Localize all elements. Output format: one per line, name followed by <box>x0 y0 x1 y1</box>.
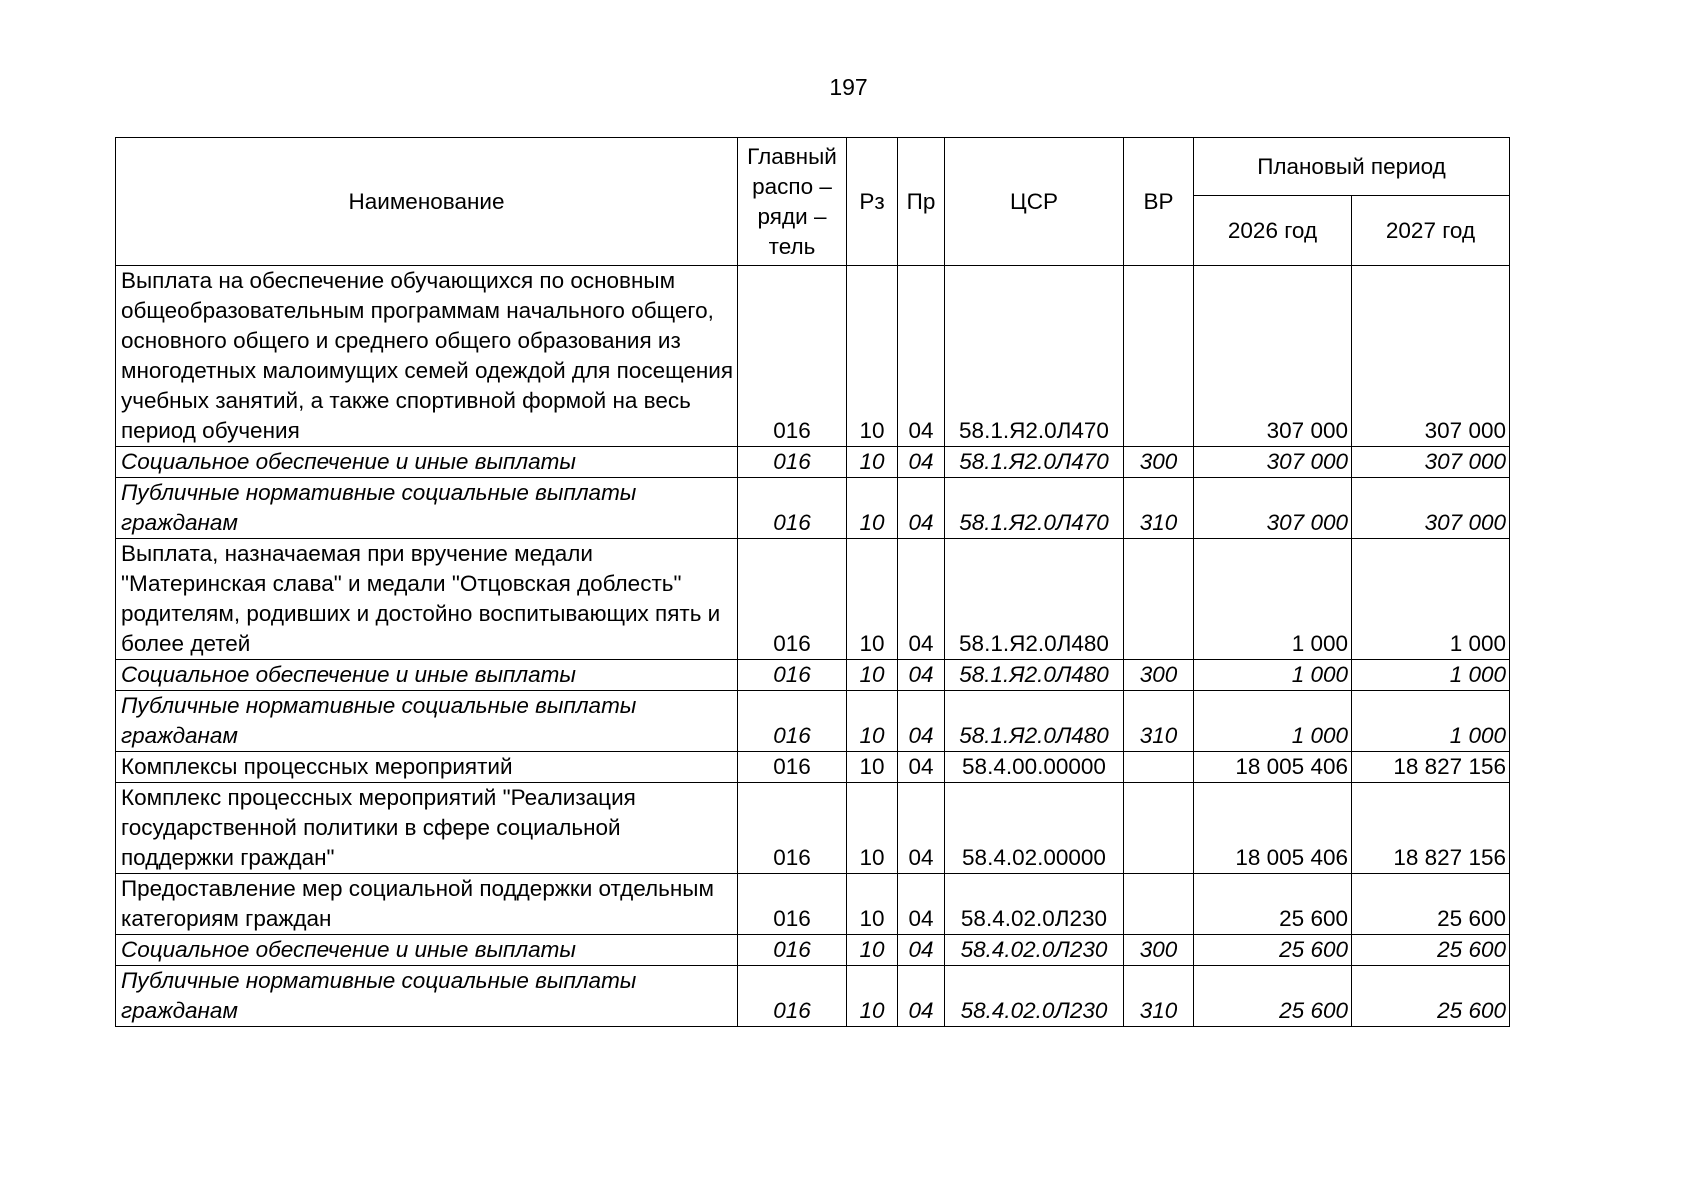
cell-2027: 307 000 <box>1352 478 1510 539</box>
cell-rz: 10 <box>847 691 898 752</box>
cell-rz: 10 <box>847 266 898 447</box>
cell-rz: 10 <box>847 935 898 966</box>
table-row <box>116 539 1510 660</box>
table-row <box>116 266 1510 447</box>
cell-csr: 58.4.00.00000 <box>945 752 1124 783</box>
cell-2027: 18 827 156 <box>1352 752 1510 783</box>
table-row <box>116 478 1510 539</box>
cell-name: Выплата на обеспечение обучающихся по основным общеобразовательным программам начального общего, основного общего и среднего общего образования из многодетных малоимущих семей одеждой для посещения учебных занятий, а также спортивной формой на весь период обучения <box>116 266 738 447</box>
header-year-2026: 2026 год <box>1194 196 1352 266</box>
cell-csr: 58.4.02.0Л230 <box>945 935 1124 966</box>
table-body <box>116 266 1510 1027</box>
cell-csr: 58.1.Я2.0Л470 <box>945 447 1124 478</box>
cell-csr: 58.1.Я2.0Л480 <box>945 660 1124 691</box>
table-row <box>116 874 1510 935</box>
cell-2027: 1 000 <box>1352 691 1510 752</box>
cell-2026: 18 005 406 <box>1194 752 1352 783</box>
cell-main-manager: 016 <box>738 539 847 660</box>
cell-csr: 58.1.Я2.0Л470 <box>945 266 1124 447</box>
table-row <box>116 447 1510 478</box>
table-row <box>116 660 1510 691</box>
cell-main-manager: 016 <box>738 478 847 539</box>
budget-table <box>115 137 1510 1027</box>
header-pr: Пр <box>898 138 945 266</box>
cell-pr: 04 <box>898 966 945 1027</box>
cell-main-manager: 016 <box>738 752 847 783</box>
cell-name: Публичные нормативные социальные выплаты гражданам <box>116 966 738 1027</box>
cell-2027: 25 600 <box>1352 935 1510 966</box>
cell-main-manager: 016 <box>738 447 847 478</box>
cell-rz: 10 <box>847 660 898 691</box>
table-row <box>116 966 1510 1027</box>
cell-2027: 1 000 <box>1352 539 1510 660</box>
cell-2027: 307 000 <box>1352 447 1510 478</box>
cell-main-manager: 016 <box>738 966 847 1027</box>
cell-rz: 10 <box>847 783 898 874</box>
cell-2026: 307 000 <box>1194 447 1352 478</box>
header-main-manager: Главный распо – ряди – тель <box>738 138 847 266</box>
cell-name: Публичные нормативные социальные выплаты гражданам <box>116 478 738 539</box>
table-row <box>116 752 1510 783</box>
header-planned-period: Плановый период <box>1194 138 1510 196</box>
cell-csr: 58.1.Я2.0Л470 <box>945 478 1124 539</box>
cell-name: Социальное обеспечение и иные выплаты <box>116 660 738 691</box>
cell-rz: 10 <box>847 966 898 1027</box>
table-row <box>116 783 1510 874</box>
cell-vr: 300 <box>1124 447 1194 478</box>
cell-name: Публичные нормативные социальные выплаты гражданам <box>116 691 738 752</box>
cell-main-manager: 016 <box>738 660 847 691</box>
cell-2027: 25 600 <box>1352 874 1510 935</box>
cell-2026: 25 600 <box>1194 935 1352 966</box>
cell-2027: 307 000 <box>1352 266 1510 447</box>
cell-main-manager: 016 <box>738 874 847 935</box>
cell-vr: 300 <box>1124 935 1194 966</box>
cell-2026: 307 000 <box>1194 266 1352 447</box>
cell-2027: 25 600 <box>1352 966 1510 1027</box>
cell-vr <box>1124 783 1194 874</box>
header-year-2027: 2027 год <box>1352 196 1510 266</box>
cell-vr <box>1124 874 1194 935</box>
cell-pr: 04 <box>898 478 945 539</box>
cell-rz: 10 <box>847 539 898 660</box>
cell-2027: 1 000 <box>1352 660 1510 691</box>
cell-pr: 04 <box>898 691 945 752</box>
cell-2026: 1 000 <box>1194 660 1352 691</box>
table-row <box>116 691 1510 752</box>
cell-2026: 25 600 <box>1194 966 1352 1027</box>
cell-csr: 58.4.02.0Л230 <box>945 966 1124 1027</box>
cell-pr: 04 <box>898 660 945 691</box>
cell-csr: 58.4.02.0Л230 <box>945 874 1124 935</box>
cell-pr: 04 <box>898 447 945 478</box>
cell-2026: 18 005 406 <box>1194 783 1352 874</box>
cell-vr <box>1124 752 1194 783</box>
cell-vr: 300 <box>1124 660 1194 691</box>
page-number: 197 <box>829 74 868 100</box>
header-vr: ВР <box>1124 138 1194 266</box>
header-csr: ЦСР <box>945 138 1124 266</box>
cell-main-manager: 016 <box>738 266 847 447</box>
cell-rz: 10 <box>847 752 898 783</box>
cell-2026: 25 600 <box>1194 874 1352 935</box>
table-row <box>116 935 1510 966</box>
cell-name: Комплексы процессных мероприятий <box>116 752 738 783</box>
cell-vr: 310 <box>1124 691 1194 752</box>
cell-rz: 10 <box>847 447 898 478</box>
cell-csr: 58.4.02.00000 <box>945 783 1124 874</box>
cell-csr: 58.1.Я2.0Л480 <box>945 539 1124 660</box>
cell-2027: 18 827 156 <box>1352 783 1510 874</box>
cell-main-manager: 016 <box>738 691 847 752</box>
cell-name: Комплекс процессных мероприятий "Реализация государственной политики в сфере социальной поддержки граждан" <box>116 783 738 874</box>
cell-pr: 04 <box>898 874 945 935</box>
cell-2026: 1 000 <box>1194 691 1352 752</box>
cell-csr: 58.1.Я2.0Л480 <box>945 691 1124 752</box>
cell-name: Выплата, назначаемая при вручение медали "Материнская слава" и медали "Отцовская доблесть" родителям, родивших и достойно воспитывающих пять и более детей <box>116 539 738 660</box>
cell-pr: 04 <box>898 539 945 660</box>
cell-rz: 10 <box>847 874 898 935</box>
cell-name: Социальное обеспечение и иные выплаты <box>116 447 738 478</box>
cell-2026: 307 000 <box>1194 478 1352 539</box>
cell-pr: 04 <box>898 783 945 874</box>
cell-rz: 10 <box>847 478 898 539</box>
cell-vr: 310 <box>1124 478 1194 539</box>
header-name: Наименование <box>116 138 738 266</box>
cell-2026: 1 000 <box>1194 539 1352 660</box>
cell-vr: 310 <box>1124 966 1194 1027</box>
cell-pr: 04 <box>898 935 945 966</box>
cell-pr: 04 <box>898 752 945 783</box>
cell-vr <box>1124 266 1194 447</box>
cell-name: Предоставление мер социальной поддержки отдельным категориям граждан <box>116 874 738 935</box>
cell-pr: 04 <box>898 266 945 447</box>
header-rz: Рз <box>847 138 898 266</box>
cell-main-manager: 016 <box>738 783 847 874</box>
cell-vr <box>1124 539 1194 660</box>
cell-name: Социальное обеспечение и иные выплаты <box>116 935 738 966</box>
cell-main-manager: 016 <box>738 935 847 966</box>
